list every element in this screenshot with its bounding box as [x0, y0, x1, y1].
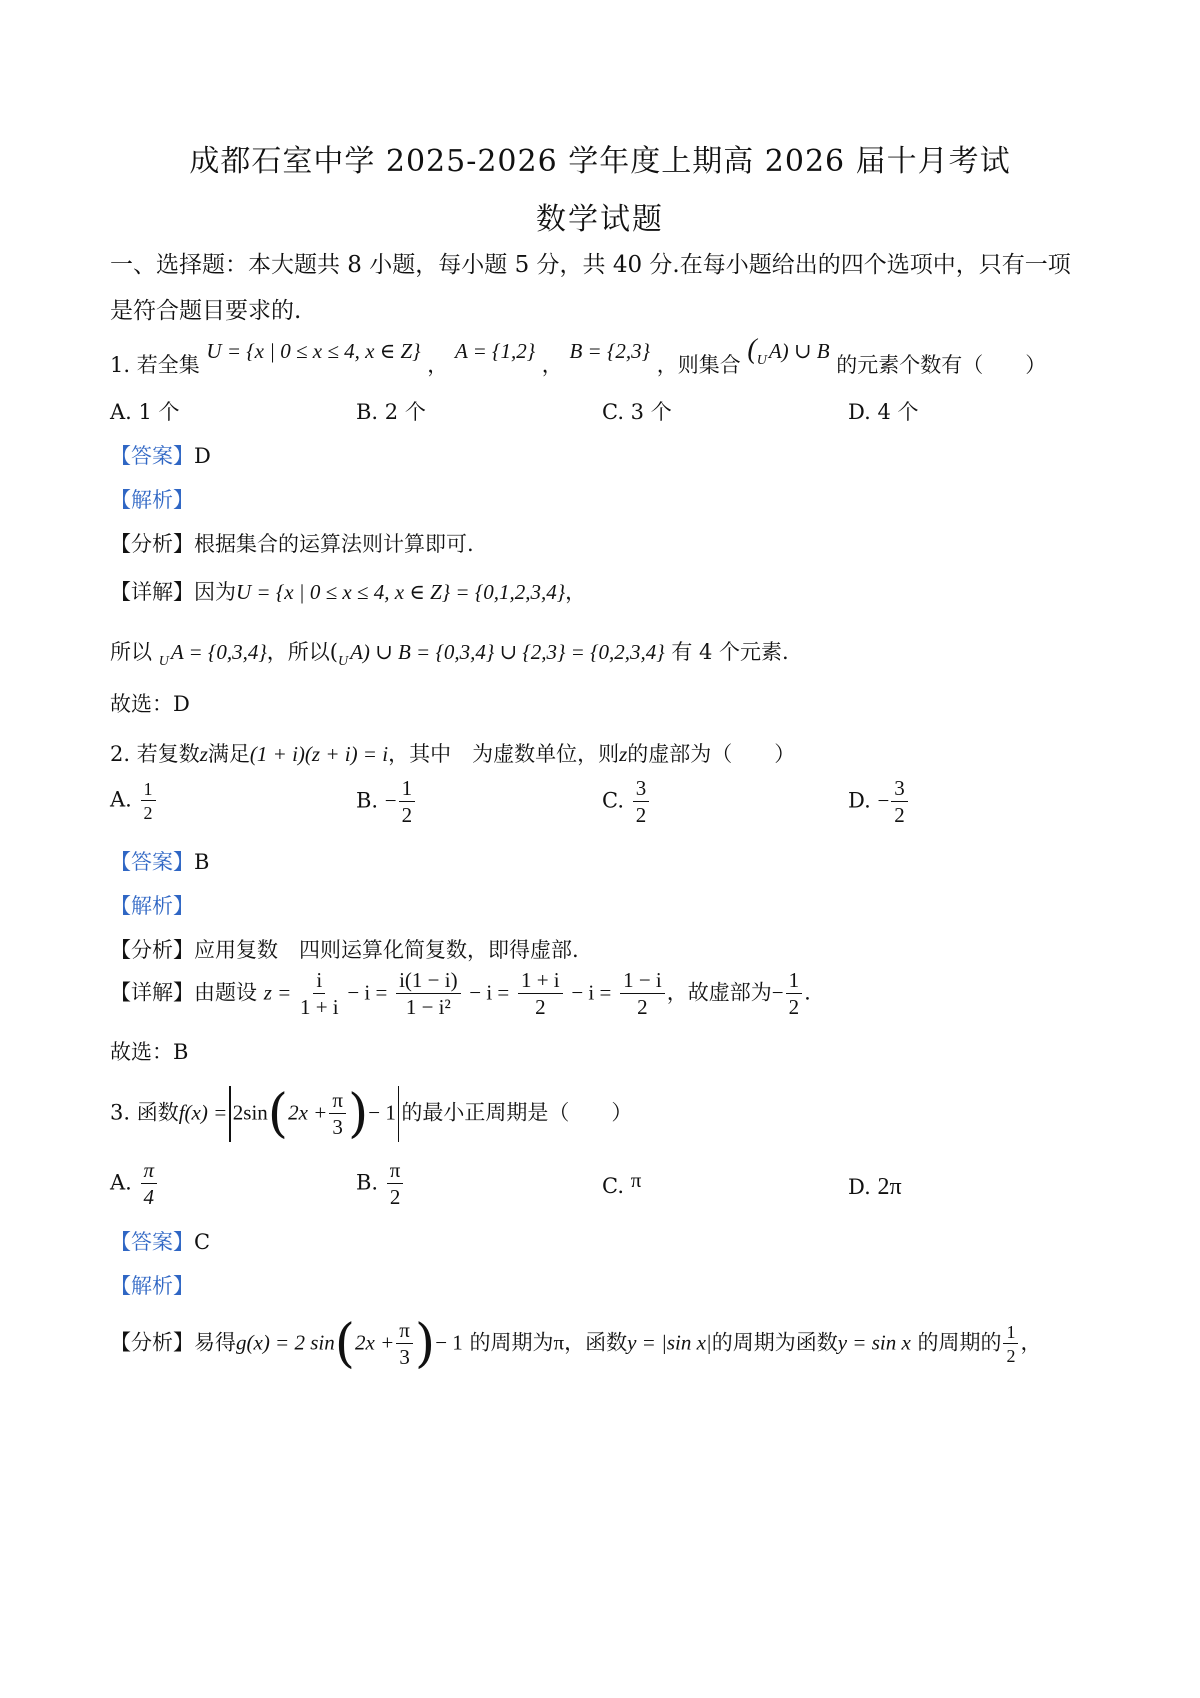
answer-label: 【答案】 [110, 1230, 194, 1254]
fenxi-label: 【分析】 [110, 532, 194, 556]
q2-z: z [199, 742, 208, 766]
choose-label: 故选： [110, 1040, 173, 1064]
q3-answer [110, 1226, 210, 1256]
q1-set-a: A = {1,2} [454, 339, 536, 363]
q3-stem: 3. 函数f(x) = 2sin(2x + $\frac{\pi}{3}$ )− 1 的最小正周期是（ ） [110, 1084, 633, 1144]
q2-mid: 满足 [207, 742, 250, 766]
q3-prefix: 3. 函数 [110, 1100, 179, 1125]
q2-answer [110, 846, 209, 876]
q2-option-d: D. − $\frac{3}{2}$ [848, 778, 910, 826]
q3-analysis-label: 【解析】 [110, 1274, 194, 1298]
q1-fenxi [110, 528, 474, 558]
q1-line2-post: 有 4 个元素. [671, 640, 789, 664]
q3-option-d: D. 2π [848, 1174, 902, 1200]
q1-line2-pre: 所以 [110, 640, 152, 664]
q1-prefix: 1. 若全集 [110, 353, 200, 377]
answer-label: 【答案】 [110, 444, 194, 468]
fenxi-label: 【分析】 [110, 1330, 194, 1355]
q2-suffix: 的虚部为（ ） [627, 742, 796, 766]
exam-title: 成都石室中学 2025-2026 学年度上期高 2026 届十月考试 [189, 144, 1011, 179]
q2-equation: (1 + i)(z + i) = i [249, 742, 389, 766]
q1-option-b: B. 2 个 [356, 400, 426, 424]
q1-line2-mid: ，所以( [266, 640, 338, 664]
q2-fenxi-text: 应用复数 四则运算化简复数，即得虚部. [194, 938, 579, 962]
detail-label: 【详解】 [110, 980, 194, 1005]
q2-option-b: B. − $\frac{1}{2}$ [356, 778, 417, 826]
q1-detail-pre: 因为 [194, 580, 236, 604]
q1-option-d: D. 4 个 [848, 400, 919, 424]
q1-detail [110, 576, 586, 606]
q2-rest: ，其中 为虚数单位，则 [388, 742, 620, 766]
q1-option-c: C. 3 个 [602, 400, 672, 424]
q3-option-a: A. $\frac{\pi}{4}$ [110, 1160, 159, 1208]
q2-stem [110, 738, 795, 768]
q1-then: ，则集合 [656, 353, 741, 377]
q1-choose-value: D [173, 692, 190, 716]
q1-line2-math2: $_U$A) ∪ B = {0,3,4} ∪ {2,3} = {0,2,3,4} [337, 640, 665, 669]
q2-detail: 【详解】由题设 z = $\frac{i}{1 + i}$ − i = $\frac{i(1 - i)}{\text{1 − i²}}$ − i = $\frac{1 + i}{2}$ − i = $\frac{1 - i}{2}$ ，故虚部为− $\frac{1}{2}$ . [110, 968, 811, 1019]
q1-comma-2: ， [541, 353, 563, 377]
q2-choose [110, 1036, 188, 1066]
q1-fenxi-text: 根据集合的运算法则计算即可. [194, 532, 474, 556]
q2-option-a: A. $\frac{1}{2}$ [110, 780, 158, 822]
q1-set-b: B = {2,3} [569, 339, 651, 363]
section-heading-line1: 一、选择题：本大题共 8 小题，每小题 5 分，共 40 分.在每小题给出的四个选项中，只有一项 [110, 252, 1071, 278]
q1-answer [110, 440, 211, 470]
q3-answer-value: C [194, 1230, 211, 1254]
q1-answer-value: D [194, 444, 211, 468]
detail-label: 【详解】 [110, 580, 194, 604]
q2-answer-value: B [194, 850, 210, 874]
q1-expression: $(_UA)$ ∪ B [747, 334, 830, 368]
q1-option-a: A. 1 个 [110, 400, 180, 424]
q1-analysis-label: 【解析】 [110, 488, 194, 512]
q3-fenxi: 【分析】易得g(x) = 2 sin(2x + $\frac{\pi}{3}$ )− 1 的周期为π，函数y = |sin x|的周期为函数y = sin x 的周期的 $\frac{1}{2}$ ， [110, 1314, 1042, 1374]
q3-option-b: B. $\frac{\pi}{2}$ [356, 1160, 405, 1208]
choose-label: 故选： [110, 692, 173, 716]
q1-detail-post: ， [565, 580, 587, 604]
q1-stem [110, 334, 1047, 383]
q1-choose [110, 688, 190, 718]
q1-detail-math: U = {x | 0 ≤ x ≤ 4, x ∈ Z} = {0,1,2,3,4} [236, 580, 566, 604]
exam-subtitle: 数学试题 [536, 202, 664, 237]
q1-comma-1: ， [427, 353, 449, 377]
q2-detail-pre: 由题设 [194, 980, 257, 1005]
q1-line2-math1: $_U$A = {0,3,4} [158, 640, 267, 669]
q3-suffix: 的最小正周期是（ ） [401, 1100, 633, 1125]
answer-label: 【答案】 [110, 850, 194, 874]
q2-option-c: C. $\frac{3}{2}$ [602, 778, 651, 826]
q1-detail-line2 [110, 636, 789, 670]
q1-set-u: U = {x | 0 ≤ x ≤ 4, x ∈ Z} [206, 339, 421, 363]
q2-fenxi [110, 934, 579, 964]
abs-bar-left [229, 1086, 231, 1142]
section-heading-line2: 是符合题目要求的. [110, 298, 302, 324]
q3-f: f(x) = [178, 1100, 228, 1125]
q1-suffix: 的元素个数有（ ） [836, 353, 1047, 377]
q2-choose-value: B [173, 1040, 189, 1064]
q3-option-c: C. π [602, 1168, 642, 1198]
q2-z2: z [619, 742, 628, 766]
q2-prefix: 2. 若复数 [110, 742, 200, 766]
fenxi-label: 【分析】 [110, 938, 194, 962]
abs-bar-right [398, 1086, 400, 1142]
q2-analysis-label: 【解析】 [110, 894, 194, 918]
